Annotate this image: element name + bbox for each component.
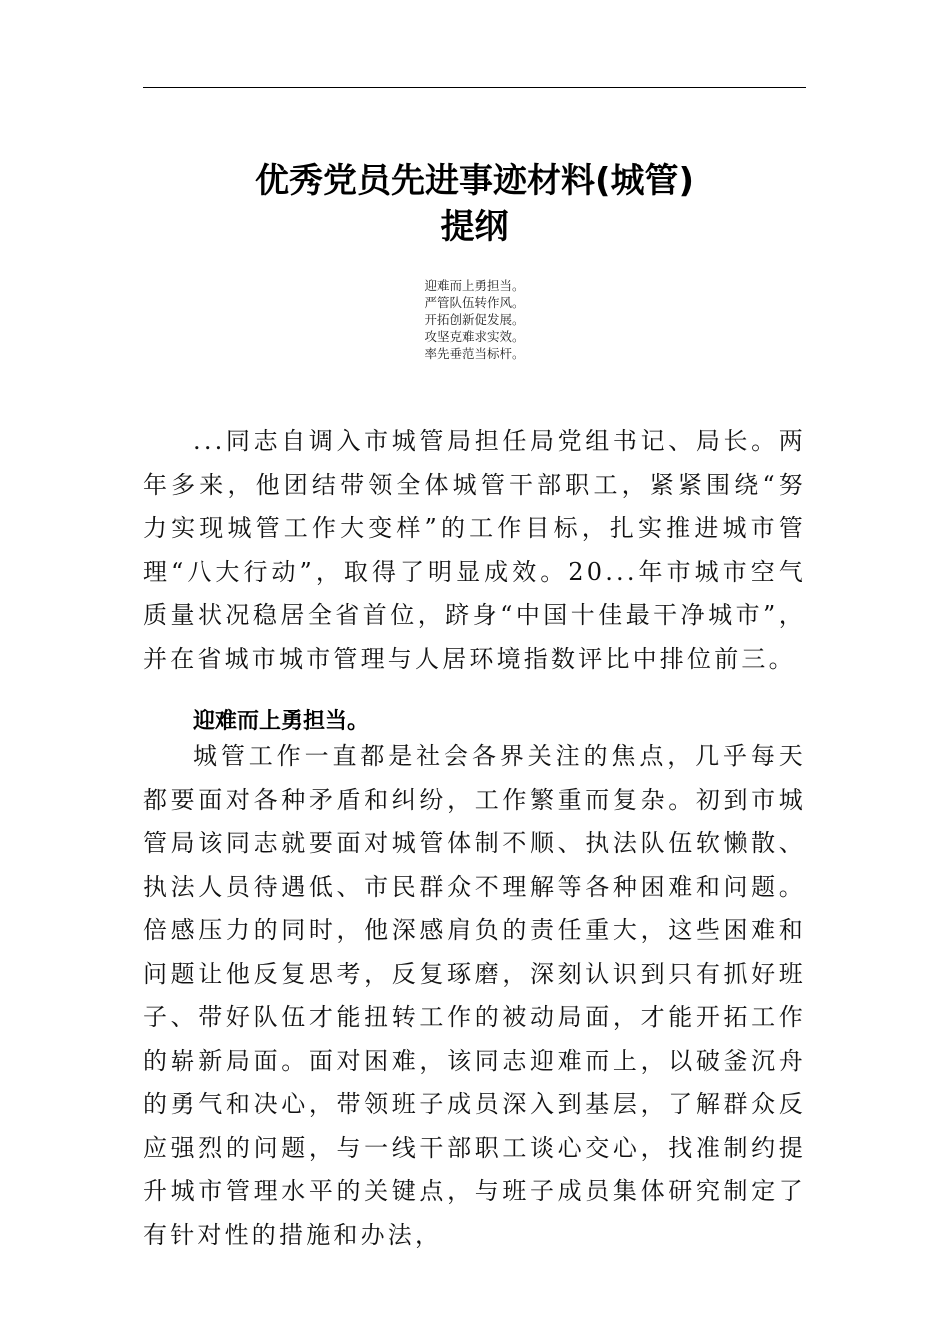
outline-list <box>143 277 806 362</box>
title-line-1: 优秀党员先进事迹材料(城管) <box>254 161 695 201</box>
outline-item: 率先垂范当标杆。 <box>424 346 525 361</box>
title-line-2: 提纲 <box>440 207 509 247</box>
outline-item: 开拓创新促发展。 <box>424 312 525 327</box>
outline-item: 攻坚克难求实效。 <box>424 329 525 344</box>
header-rule <box>143 87 806 88</box>
outline-item: 严管队伍转作风。 <box>424 295 525 310</box>
outline-item: 迎难而上勇担当。 <box>424 278 525 293</box>
intro-paragraph: ...同志自调入市城管局担任局党组书记、局长。两年多来，他团结带领全体城管干部职工，紧紧围绕“努力实现城管工作大变样”的工作目标，扎实推进城市管理“八大行动”，取得了明显成效。20...年市城市空气质量状况稳居全省首位，跻身“中国十佳最干净城市”，并在省城市城市管理与人居环境指数评比中排位前三。 <box>143 427 806 673</box>
section-paragraph: 城管工作一直都是社会各界关注的焦点，几乎每天都要面对各种矛盾和纠纷，工作繁重而复杂。初到市城管局该同志就要面对城管体制不顺、执法队伍软懒散、执法人员待遇低、市民群众不理解等各种困难和问题。倍感压力的同时，他深感肩负的责任重大，这些困难和问题让他反复思考，反复琢磨，深刻认识到只有抓好班子、带好队伍才能扭转工作的被动局面，才能开拓工作的崭新局面。面对困难，该同志迎难而上，以破釜沉舟的勇气和决心，带领班子成员深入到基层，了解群众反应强烈的问题，与一线干部职工谈心交心，找准制约提升城市管理水平的关键点，与班子成员集体研究制定了有针对性的措施和办法， <box>143 742 806 1249</box>
section-heading: 迎难而上勇担当。 <box>193 709 370 734</box>
document-title <box>143 158 806 250</box>
